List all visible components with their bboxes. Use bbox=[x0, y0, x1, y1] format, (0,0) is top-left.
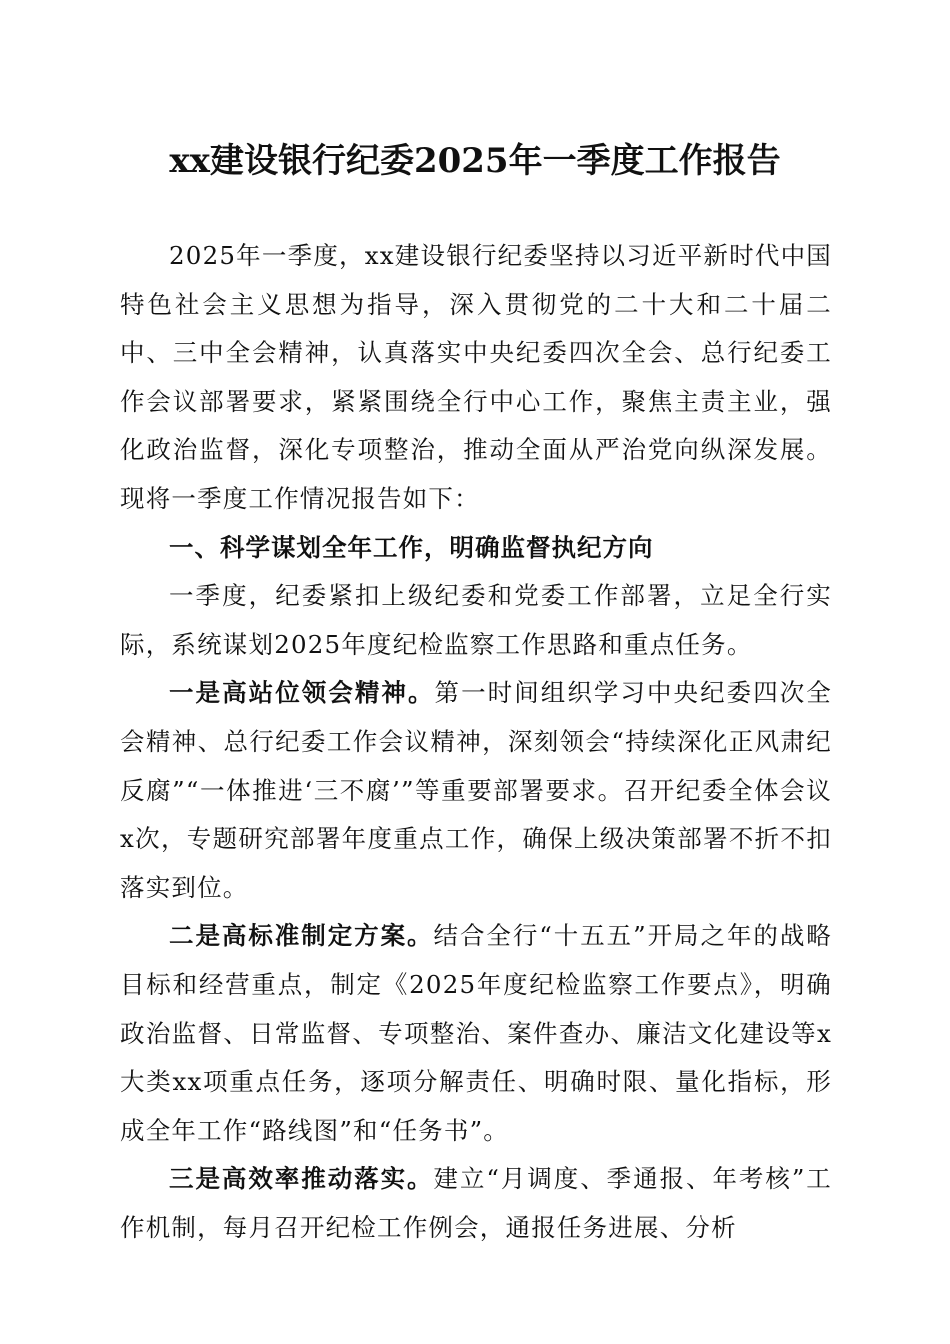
item-text-2: 结合全行“十五五”开局之年的战略目标和经营重点，制定《2025年度纪检监察工作要点》，明确政治监督、日常监督、专项整治、案件查办、廉洁文化建设等x大类xx项重点任务，逐项分解责任、明确时限、量化指标，形成全年工作“路线图”和“任务书”。 bbox=[120, 921, 832, 1145]
item-text-1: 第一时间组织学习中央纪委四次全会精神、总行纪委工作会议精神，深刻领会“持续深化正风肃纪反腐”“一体推进‘三不腐’”等重要部署要求。召开纪委全体会议x次，专题研究部署年度重点工作，确保上级决策部署不折不扣落实到位。 bbox=[120, 678, 833, 902]
intro-paragraph: 2025年一季度，xx建设银行纪委坚持以习近平新时代中国特色社会主义思想为指导，深入贯彻党的二十大和二十届二中、三中全会精神，认真落实中央纪委四次全会、总行纪委工作会议部署要求，紧紧围绕全行中心工作，聚焦主责主业，强化政治监督，深化专项整治，推动全面从严治党向纵深发展。现将一季度工作情况报告如下： bbox=[120, 241, 832, 513]
section-heading: 一、科学谋划全年工作，明确监督执纪方向 bbox=[169, 532, 654, 562]
item-paragraph-3 bbox=[120, 1155, 832, 1252]
item-lead-2: 二是高标准制定方案。 bbox=[169, 921, 434, 951]
item-paragraph-1 bbox=[120, 669, 832, 912]
item-lead-3: 三是高效率推动落实。 bbox=[169, 1164, 434, 1194]
item-text-3: 建立“月调度、季通报、年考核”工作机制，每月召开纪检工作例会，通报任务进展、分析 bbox=[120, 1164, 832, 1242]
item-lead-1: 一是高站位领会精神。 bbox=[169, 678, 435, 708]
section-intro-paragraph: 一季度，纪委紧扣上级纪委和党委工作部署，立足全行实际，系统谋划2025年度纪检监察工作思路和重点任务。 bbox=[120, 581, 832, 659]
document-body bbox=[120, 232, 832, 1252]
document-title: xx建设银行纪委2025年一季度工作报告 bbox=[169, 141, 781, 181]
item-paragraph-2 bbox=[120, 912, 832, 1155]
